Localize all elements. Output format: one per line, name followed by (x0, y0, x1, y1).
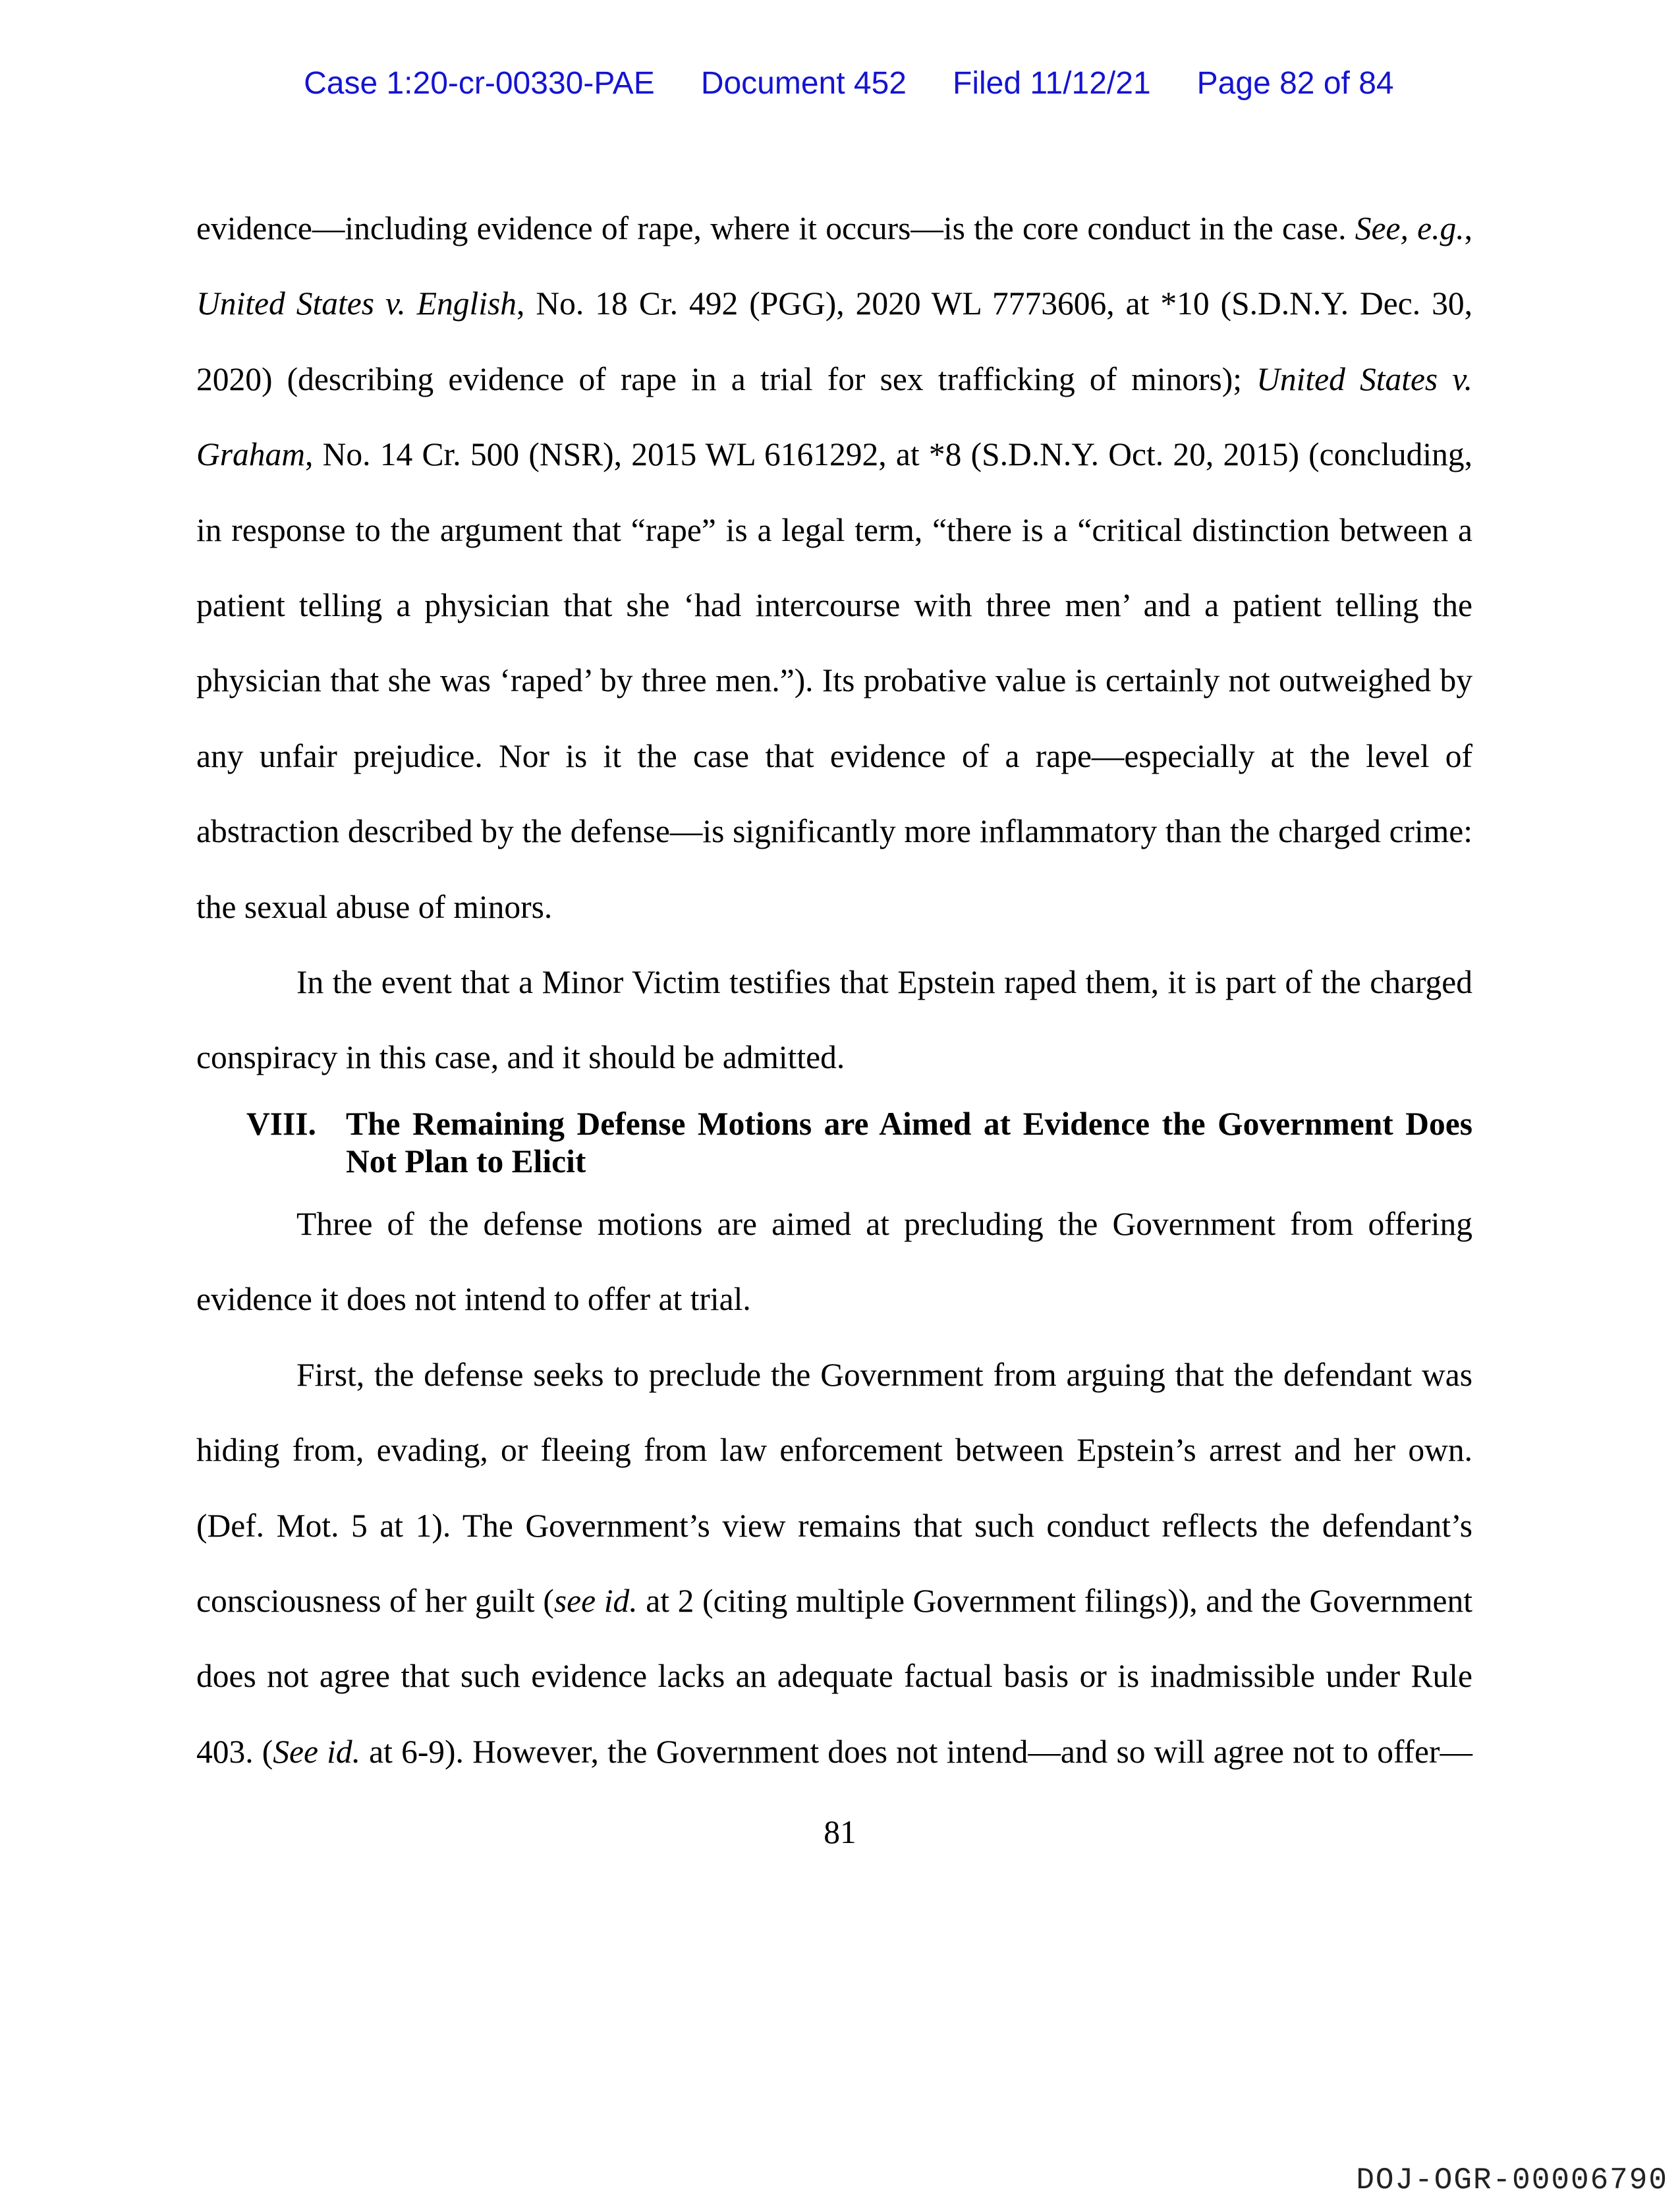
paragraph-rape-evidence: evidence—including evidence of rape, where it occurs—is the core conduct in the case. See, e.g., United States v. English, No. 18 Cr. 492 (PGG), 2020 WL 7773606, at *10 (S.D.N.Y. Dec. 30, 2020) (describing evidence of rape in a trial for sex trafficking of minors); United States v. Graham, No. 14 Cr. 500 (NSR), 2015 WL 6161292, at *8 (S.D.N.Y. Oct. 20, 2015) (concluding, in response to the argument that “rape” is a legal term, “there is a “critical distinction between a patient telling a physician that she ‘had intercourse with three men’ and a patient telling the physician that she was ‘raped’ by three men.”). Its probative value is certainly not outweighed by any unfair prejudice. Nor is it the case that evidence of a rape—especially at the level of abstraction described by the defense—is significantly more inflammatory than the charged crime: the sexual abuse of minors. (196, 210, 1472, 925)
document-body (196, 191, 1472, 1790)
section-title: The Remaining Defense Motions are Aimed at Evidence the Government Does Not Plan to Elicit (346, 1105, 1472, 1179)
paragraph-three-motions: Three of the defense motions are aimed at precluding the Government from offering evidence it does not intend to offer at trial. (196, 1205, 1472, 1318)
section-number: VIII. (246, 1105, 316, 1142)
citation-signal: See, e.g. (1355, 210, 1465, 246)
bates-stamp: DOJ-OGR-00006790 (1356, 2163, 1668, 2198)
paragraph-minor-victim: In the event that a Minor Victim testifies that Epstein raped them, it is part of the charged conspiracy in this case, and it should be admitted. (196, 964, 1472, 1076)
case-name-english: United States v. English (196, 285, 517, 322)
section-heading (196, 1096, 1472, 1187)
document-number: Document 452 (700, 66, 907, 101)
case-name-graham: United States v. Graham (196, 360, 1472, 473)
citation-see-id-2: See id. (273, 1733, 361, 1770)
ecf-filing-header (0, 29, 1680, 101)
filed-date: Filed 11/12/21 (953, 66, 1151, 101)
page-number: 81 (824, 1814, 856, 1850)
page-count: Page 82 of 84 (1196, 66, 1394, 101)
citation-see-id: see id. (553, 1582, 638, 1619)
case-number: Case 1:20-cr-00330-PAE (304, 66, 655, 101)
paragraph-first-motion: First, the defense seeks to preclude the Government from arguing that the defendant was hiding from, evading, or fleeing from law enforcement between Epstein’s arrest and her own. (Def. Mot. 5 at 1). The Government’s view remains that such conduct reflects the defendant’s consciousness of her guilt (see id. at 2 (citing multiple Government filings)), and the Government does not agree that such evidence lacks an adequate factual basis or is inadmissible under Rule 403. (See id. at 6-9). However, the Government does not intend—and so will agree not to offer— (196, 1356, 1472, 1770)
